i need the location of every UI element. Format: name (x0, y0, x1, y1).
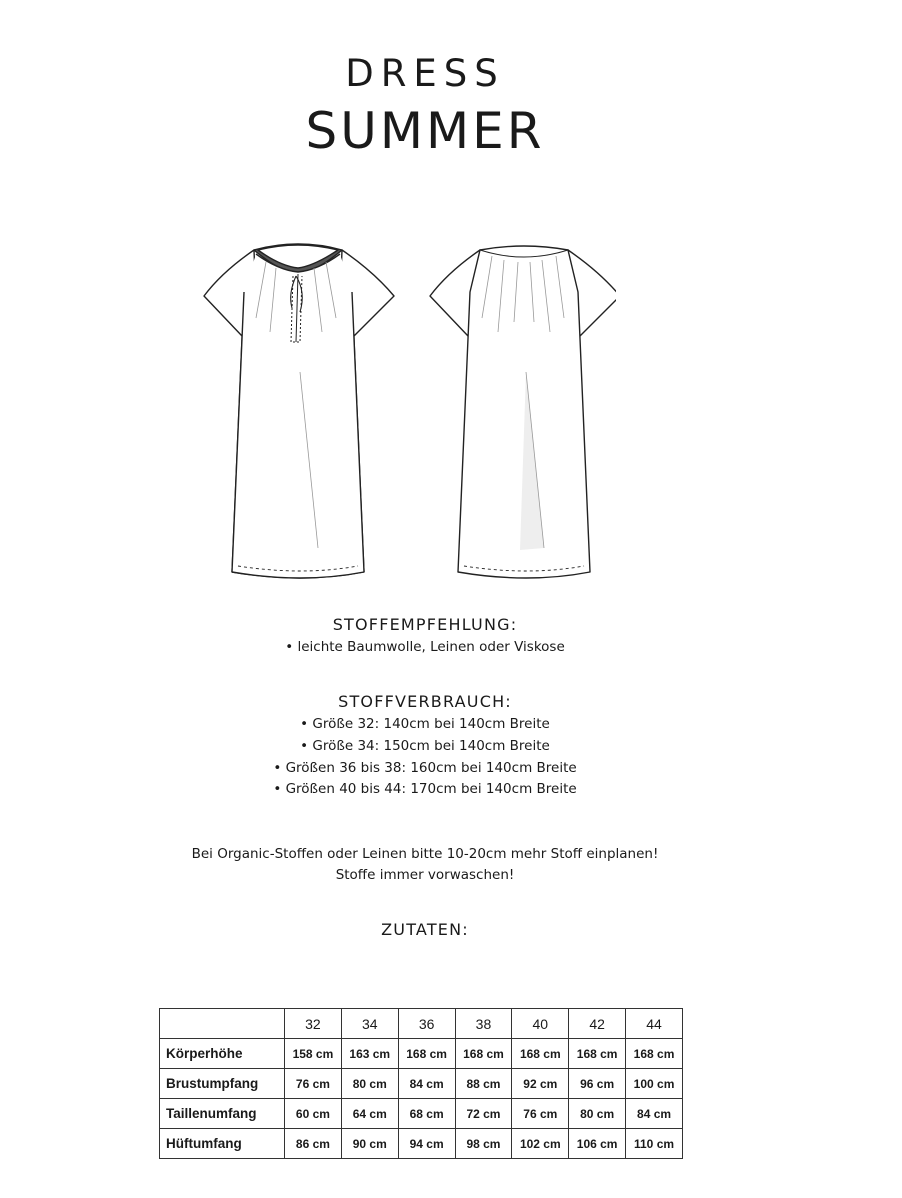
size-header-cell: 42 (569, 1009, 626, 1039)
title-line-1: DRESS (345, 52, 505, 95)
table-cell: 168 cm (512, 1039, 569, 1069)
table-cell: 163 cm (341, 1039, 398, 1069)
table-cell: 72 cm (455, 1099, 512, 1129)
fabric-usage-item: • Größen 40 bis 44: 170cm bei 140cm Breite (273, 781, 577, 797)
size-header-cell: 38 (455, 1009, 512, 1039)
table-cell: 92 cm (512, 1069, 569, 1099)
table-cell: 68 cm (398, 1099, 455, 1129)
table-cell: 96 cm (569, 1069, 626, 1099)
dress-technical-drawing (196, 232, 616, 588)
table-cell: 94 cm (398, 1129, 455, 1159)
table-cell: 98 cm (455, 1129, 512, 1159)
table-row (160, 1129, 683, 1159)
row-label: Taillenumfang (160, 1099, 285, 1129)
size-header-cell: 36 (398, 1009, 455, 1039)
size-header-row (160, 1009, 683, 1039)
table-cell: 60 cm (285, 1099, 342, 1129)
size-table (159, 1008, 683, 1159)
table-cell: 106 cm (569, 1129, 626, 1159)
table-cell: 168 cm (569, 1039, 626, 1069)
fabric-note-line-1: Bei Organic-Stoffen oder Leinen bitte 10-20cm mehr Stoff einplanen! (191, 846, 659, 862)
table-row (160, 1099, 683, 1129)
table-row (160, 1039, 683, 1069)
table-cell: 90 cm (341, 1129, 398, 1159)
table-cell: 110 cm (626, 1129, 683, 1159)
size-header-cell: 34 (341, 1009, 398, 1039)
table-cell: 64 cm (341, 1099, 398, 1129)
fabric-note-line-2: Stoffe immer vorwaschen! (335, 867, 515, 883)
page-title: SUMMER (305, 102, 545, 160)
size-header-cell: 32 (285, 1009, 342, 1039)
fabric-usage-item: • Größe 34: 150cm bei 140cm Breite (300, 738, 550, 754)
fabric-usage-item: • Größen 36 bis 38: 160cm bei 140cm Breite (273, 760, 577, 776)
table-cell: 100 cm (626, 1069, 683, 1099)
size-header-empty (160, 1009, 285, 1039)
dress-back-drawing (430, 246, 616, 578)
row-label: Hüftumfang (160, 1129, 285, 1159)
table-cell: 88 cm (455, 1069, 512, 1099)
size-header-cell: 44 (626, 1009, 683, 1039)
table-cell: 168 cm (626, 1039, 683, 1069)
table-cell: 86 cm (285, 1129, 342, 1159)
table-cell: 168 cm (398, 1039, 455, 1069)
supplies-heading: ZUTATEN: (381, 920, 469, 939)
row-label: Körperhöhe (160, 1039, 285, 1069)
size-header-cell: 40 (512, 1009, 569, 1039)
table-cell: 76 cm (512, 1099, 569, 1129)
table-cell: 102 cm (512, 1129, 569, 1159)
table-row (160, 1069, 683, 1099)
table-cell: 84 cm (626, 1099, 683, 1129)
fabric-recommendation-heading: STOFFEMPFEHLUNG: (332, 615, 518, 634)
table-cell: 158 cm (285, 1039, 342, 1069)
table-cell: 76 cm (285, 1069, 342, 1099)
table-cell: 80 cm (569, 1099, 626, 1129)
table-cell: 84 cm (398, 1069, 455, 1099)
table-cell: 80 cm (341, 1069, 398, 1099)
fabric-usage-heading: STOFFVERBRAUCH: (338, 692, 512, 711)
table-cell: 168 cm (455, 1039, 512, 1069)
fabric-usage-item: • Größe 32: 140cm bei 140cm Breite (300, 716, 550, 732)
fabric-recommendation-item: • leichte Baumwolle, Leinen oder Viskose (285, 639, 565, 655)
dress-front-drawing (204, 244, 394, 578)
row-label: Brustumpfang (160, 1069, 285, 1099)
